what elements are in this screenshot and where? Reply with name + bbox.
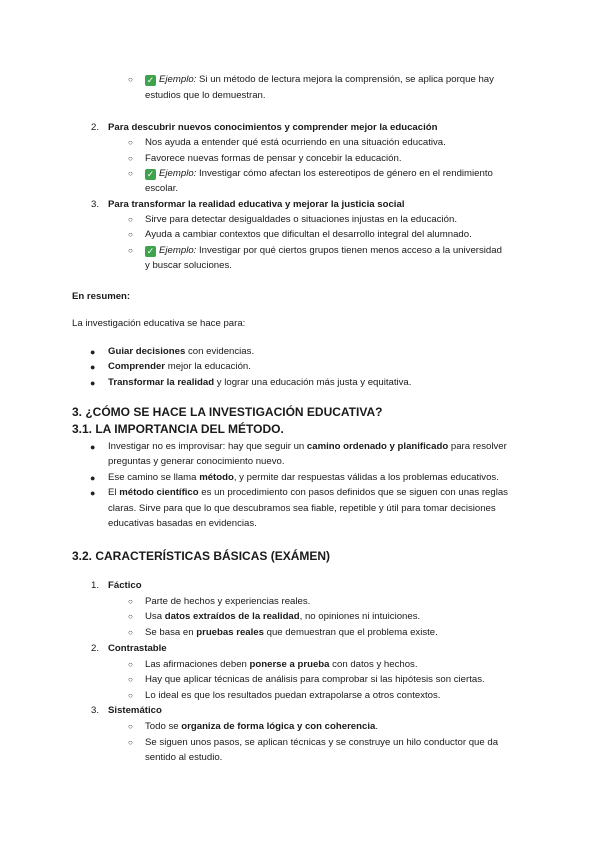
item1-example-line2: estudios que lo demuestran. xyxy=(145,90,266,101)
hollow-bullet-icon: ○ xyxy=(128,75,133,84)
hollow-bullet-icon: ○ xyxy=(128,628,133,637)
check-icon: ✓ xyxy=(146,169,155,179)
summary-bullet3: Transformar la realidad y lograr una educación más justa y equitativa. xyxy=(108,377,412,388)
item1-example-line1: ✓ Ejemplo: Si un método de lectura mejora la comprensión, se aplica porque hay xyxy=(146,74,494,85)
item2-example-line1: ✓ Ejemplo: Investigar cómo afectan los estereotipos de género en el rendimiento xyxy=(146,168,493,179)
hollow-bullet-icon: ○ xyxy=(128,660,133,669)
item2-example-line2: escolar. xyxy=(145,183,179,194)
summary-heading: En resumen: xyxy=(72,291,131,302)
factico-title: Fáctico xyxy=(108,580,142,591)
bullet-dot-icon: ● xyxy=(90,442,96,452)
hollow-bullet-icon: ○ xyxy=(128,722,133,731)
hollow-bullet-icon: ○ xyxy=(128,215,133,224)
summary-bullet2: Comprender mejor la educación. xyxy=(108,361,251,372)
sec31-bullet2: Ese camino se llama método, y permite dar respuestas válidas a los problemas educativos. xyxy=(108,472,499,483)
bullet-dot-icon: ● xyxy=(90,378,96,388)
check-icon: ✓ xyxy=(146,75,155,85)
item3-example-line1: ✓ Ejemplo: Investigar por qué ciertos grupos tienen menos acceso a la universidad xyxy=(146,245,502,256)
hollow-bullet-icon: ○ xyxy=(128,169,133,178)
summary-bullet1: Guiar decisiones con evidencias. xyxy=(108,346,255,357)
sec31-bullet1-line1: Investigar no es improvisar: hay que seguir un camino ordenado y planificado para resolver xyxy=(108,441,507,452)
item3-number: 3. xyxy=(91,199,100,210)
item2-bullet1: Nos ayuda a entender qué está ocurriendo en una situación educativa. xyxy=(145,137,446,148)
sistematico-title: Sistemático xyxy=(108,705,162,716)
contrastable-bullet2: Hay que aplicar técnicas de análisis para comprobar si las hipótesis son ciertas. xyxy=(145,674,485,685)
hollow-bullet-icon: ○ xyxy=(128,612,133,621)
hollow-bullet-icon: ○ xyxy=(128,138,133,147)
contrastable-number: 2. xyxy=(91,643,100,654)
item2-number: 2. xyxy=(91,122,100,133)
section3-heading: 3. ¿CÓMO SE HACE LA INVESTIGACIÓN EDUCATIVA? xyxy=(72,405,383,419)
item3-bullet1: Sirve para detectar desigualdades o situaciones injustas en la educación. xyxy=(145,214,457,225)
item2-title: Para descubrir nuevos conocimientos y comprender mejor la educación xyxy=(108,122,438,133)
sistematico-bullet2-line2: sentido al estudio. xyxy=(145,752,223,763)
hollow-bullet-icon: ○ xyxy=(128,246,133,255)
section32-heading: 3.2. CARACTERÍSTICAS BÁSICAS (EXÁMEN) xyxy=(72,549,331,563)
item3-bullet2: Ayuda a cambiar contextos que dificultan el desarrollo integral del alumnado. xyxy=(145,229,472,240)
contrastable-bullet3: Lo ideal es que los resultados puedan extrapolarse a otros contextos. xyxy=(145,690,441,701)
factico-bullet3: Se basa en pruebas reales que demuestran que el problema existe. xyxy=(145,627,438,638)
bullet-dot-icon: ● xyxy=(90,488,96,498)
factico-bullet1: Parte de hechos y experiencias reales. xyxy=(145,596,311,607)
summary-intro: La investigación educativa se hace para: xyxy=(72,318,246,329)
sec31-bullet3-line1: El método científico es un procedimiento con pasos definidos que se siguen con unas reglas xyxy=(108,487,508,498)
hollow-bullet-icon: ○ xyxy=(128,154,133,163)
sec31-bullet3-line2: claras. Sirve para que lo que descubramos sea fiable, repetible y útil para tomar decisiones xyxy=(108,503,496,514)
sistematico-bullet2-line1: Se siguen unos pasos, se aplican técnicas y se construye un hilo conductor que da xyxy=(145,737,499,748)
bullet-dot-icon: ● xyxy=(90,362,96,372)
hollow-bullet-icon: ○ xyxy=(128,675,133,684)
hollow-bullet-icon: ○ xyxy=(128,230,133,239)
item3-example-line2: y buscar soluciones. xyxy=(145,260,232,271)
bullet-dot-icon: ● xyxy=(90,347,96,357)
hollow-bullet-icon: ○ xyxy=(128,738,133,747)
contrastable-bullet1: Las afirmaciones deben ponerse a prueba con datos y hechos. xyxy=(145,659,418,670)
sec31-bullet3-line3: educativas basadas en evidencias. xyxy=(108,518,257,529)
bullet-dot-icon: ● xyxy=(90,473,96,483)
check-icon: ✓ xyxy=(146,246,155,256)
section31-heading: 3.1. LA IMPORTANCIA DEL MÉTODO. xyxy=(72,422,284,436)
item2-bullet2: Favorece nuevas formas de pensar y concebir la educación. xyxy=(145,153,402,164)
sistematico-bullet1: Todo se organiza de forma lógica y con coherencia. xyxy=(145,721,379,732)
factico-number: 1. xyxy=(91,580,100,591)
item3-title: Para transformar la realidad educativa y mejorar la justicia social xyxy=(108,199,405,210)
sec31-bullet1-line2: preguntas y generar conocimiento nuevo. xyxy=(108,456,285,467)
sistematico-number: 3. xyxy=(91,705,100,716)
hollow-bullet-icon: ○ xyxy=(128,691,133,700)
hollow-bullet-icon: ○ xyxy=(128,597,133,606)
contrastable-title: Contrastable xyxy=(108,643,167,654)
factico-bullet2: Usa datos extraídos de la realidad, no opiniones ni intuiciones. xyxy=(145,611,421,622)
